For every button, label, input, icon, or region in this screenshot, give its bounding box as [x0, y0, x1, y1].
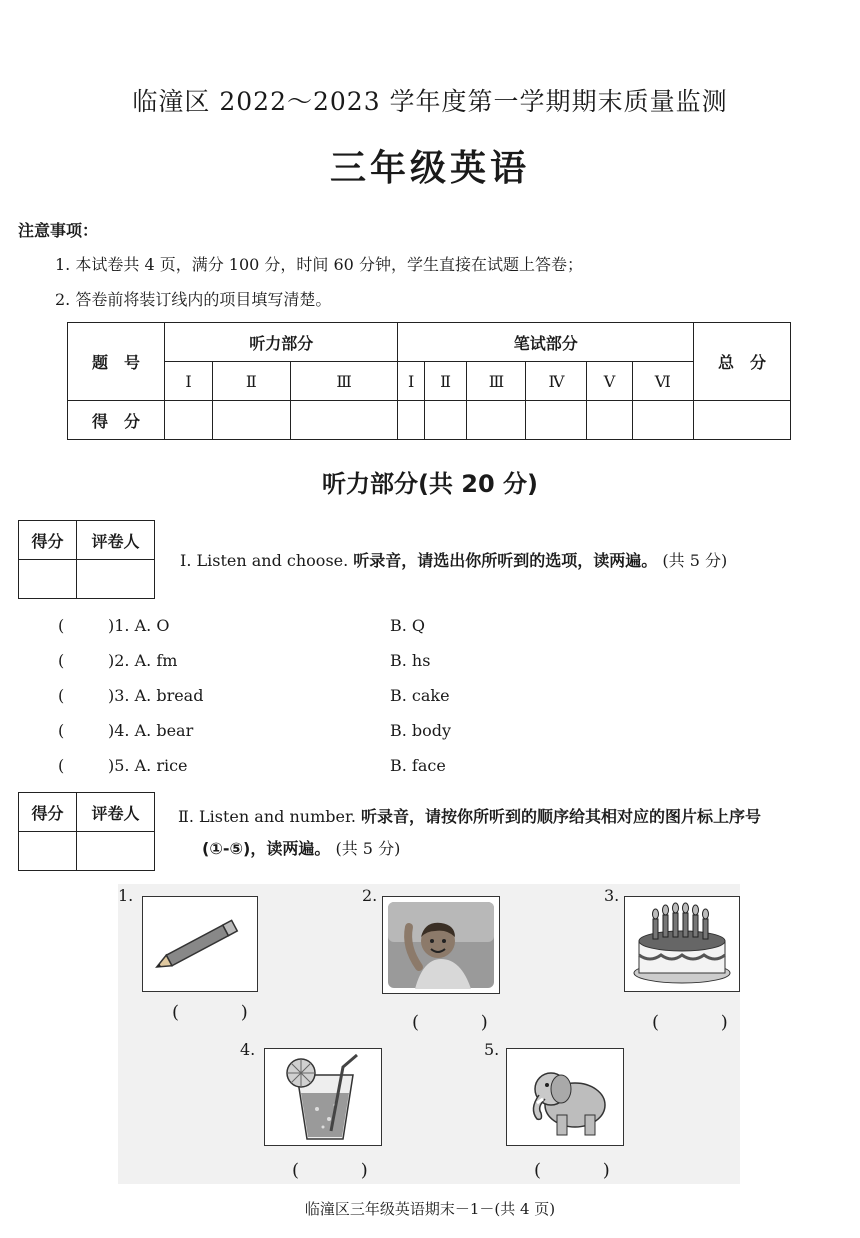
picture-number: 5.	[484, 1040, 500, 1059]
part2-instruction-line2	[202, 836, 400, 859]
part1-instruction	[180, 548, 727, 571]
writing-col-5: Ⅴ	[587, 362, 632, 401]
notice-item-1: 1. 本试卷共 4 页，满分 100 分，时间 60 分钟，学生直接在试题上答卷；	[55, 255, 583, 274]
question-text: )3. A. bread	[108, 686, 204, 705]
score-cell[interactable]	[694, 401, 791, 440]
answer-paren[interactable]: ( )	[412, 1012, 516, 1033]
score-table	[67, 322, 791, 440]
grader-score-cell[interactable]	[19, 560, 77, 599]
notice-item-2: 2. 答卷前将装订线内的项目填写清楚。	[55, 290, 332, 309]
boy-icon	[382, 896, 500, 994]
grader-box-1	[18, 520, 155, 599]
answer-paren[interactable]: ( )	[652, 1012, 756, 1033]
question-text: )4. A. bear	[108, 721, 194, 740]
score-cell[interactable]	[290, 401, 398, 440]
birthday-cake-icon	[624, 896, 740, 992]
writing-header: 笔试部分	[398, 323, 694, 362]
part2-instruction-cn: 听录音，请按你所听到的顺序给其相对应的图片标上序号	[361, 807, 762, 826]
grader-score-label: 得分	[19, 521, 77, 560]
answer-paren[interactable]: ( )	[292, 1160, 396, 1181]
part2-points: (共 5 分)	[335, 839, 401, 858]
score-cell[interactable]	[526, 401, 587, 440]
score-cell[interactable]	[212, 401, 290, 440]
question-5	[58, 756, 188, 775]
part2-instruction-en: Ⅱ. Listen and number.	[178, 807, 356, 826]
grader-box-2	[18, 792, 155, 871]
listening-col-3: Ⅲ	[290, 362, 398, 401]
picture-number: 1.	[118, 886, 134, 905]
option-b: B. face	[390, 756, 446, 775]
part1-instruction-cn: 听录音，请选出你所听到的选项，读两遍。	[353, 551, 658, 570]
question-1	[58, 616, 169, 635]
writing-col-3: Ⅲ	[467, 362, 526, 401]
picture-number: 4.	[240, 1040, 256, 1059]
subject-title: 三年级英语	[329, 148, 530, 189]
part2-instruction	[178, 804, 848, 827]
question-text: )2. A. fm	[108, 651, 178, 670]
row-label-question-no: 题 号	[68, 323, 165, 401]
answer-paren[interactable]: (	[58, 651, 65, 670]
part1-points: (共 5 分)	[662, 551, 728, 570]
answer-paren[interactable]: (	[58, 616, 65, 635]
answer-paren[interactable]: (	[58, 686, 65, 705]
exam-title: 临潼区 2022～2023 学年度第一学期期末质量监测	[132, 87, 728, 116]
writing-col-6: Ⅵ	[632, 362, 693, 401]
picture-number: 2.	[362, 886, 378, 905]
juice-icon	[264, 1048, 382, 1146]
question-2	[58, 651, 177, 670]
listening-col-1: Ⅰ	[165, 362, 213, 401]
option-b: B. hs	[390, 651, 431, 670]
total-header: 总 分	[694, 323, 791, 401]
option-b: B. Q	[390, 616, 426, 635]
question-3	[58, 686, 203, 705]
page-footer: 临潼区三年级英语期末－1－(共 4 页)	[304, 1200, 556, 1218]
grader-name-cell[interactable]	[77, 560, 155, 599]
writing-col-1: Ⅰ	[398, 362, 424, 401]
grader-name-cell[interactable]	[77, 832, 155, 871]
score-cell[interactable]	[424, 401, 467, 440]
answer-paren[interactable]: ( )	[534, 1160, 638, 1181]
elephant-icon	[506, 1048, 624, 1146]
grader-name-label: 评卷人	[77, 521, 155, 560]
score-cell[interactable]	[165, 401, 213, 440]
answer-paren[interactable]: ( )	[172, 1002, 276, 1023]
pencil-icon	[142, 896, 258, 992]
score-cell[interactable]	[632, 401, 693, 440]
question-text: )1. A. O	[108, 616, 170, 635]
question-4	[58, 721, 193, 740]
question-text: )5. A. rice	[108, 756, 188, 775]
listening-section-title: 听力部分(共 20 分)	[321, 470, 539, 498]
score-cell[interactable]	[398, 401, 424, 440]
part1-instruction-en: Ⅰ. Listen and choose.	[180, 551, 349, 570]
row-label-score: 得 分	[68, 401, 165, 440]
score-cell[interactable]	[587, 401, 632, 440]
listening-header: 听力部分	[165, 323, 398, 362]
writing-col-2: Ⅱ	[424, 362, 467, 401]
notice-heading: 注意事项：	[18, 221, 99, 240]
grader-score-cell[interactable]	[19, 832, 77, 871]
option-b: B. cake	[390, 686, 450, 705]
answer-paren[interactable]: (	[58, 721, 65, 740]
listening-col-2: Ⅱ	[212, 362, 290, 401]
grader-name-label: 评卷人	[77, 793, 155, 832]
answer-paren[interactable]: (	[58, 756, 65, 775]
score-cell[interactable]	[467, 401, 526, 440]
part2-instruction-cn2: (①-⑤)，读两遍。	[202, 839, 331, 858]
picture-number: 3.	[604, 886, 620, 905]
writing-col-4: Ⅳ	[526, 362, 587, 401]
option-b: B. body	[390, 721, 452, 740]
grader-score-label: 得分	[19, 793, 77, 832]
